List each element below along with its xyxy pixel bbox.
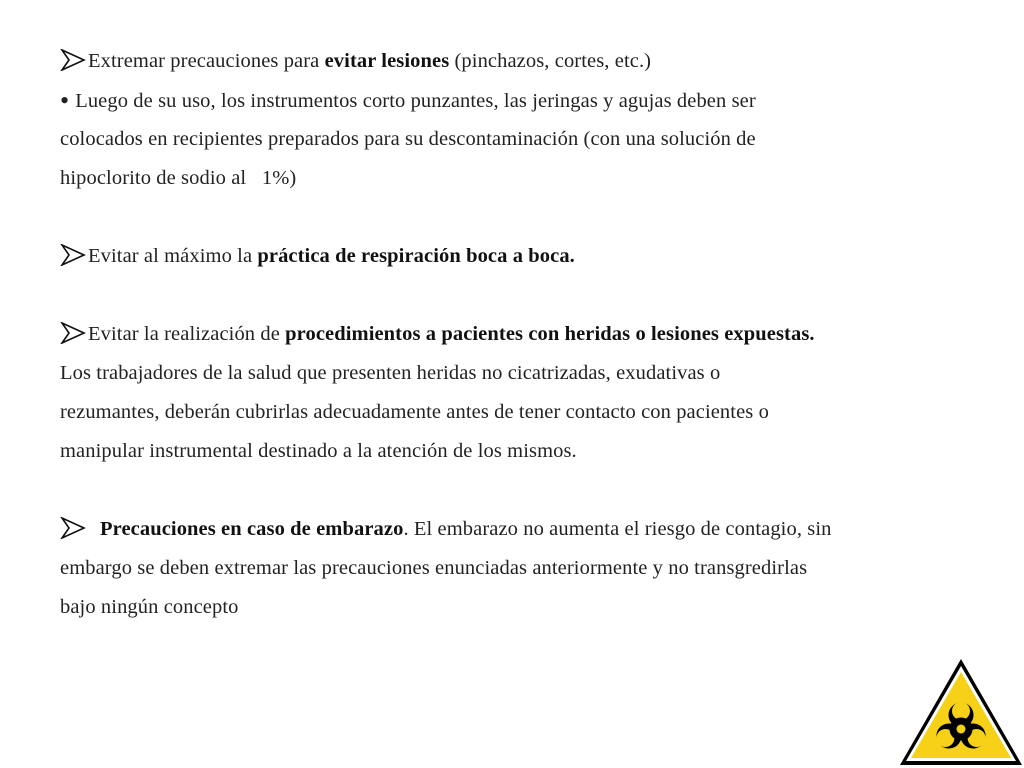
arrowhead-bullet-icon	[60, 517, 86, 539]
arrowhead-bullet-icon	[60, 49, 86, 71]
item-pregnancy-tail: . El embarazo no aumenta el riesgo de contagio, sin	[403, 518, 832, 540]
biohazard-warning-sign-icon	[898, 657, 1024, 767]
bullet-item-wounds	[60, 315, 920, 354]
item-disposal-line-1: Luego de su uso, los instrumentos corto punzantes, las jeringas y agujas deben ser	[75, 90, 756, 112]
item-injury-emphasis: evitar lesiones	[324, 50, 450, 72]
item-injury-lead: Extremar precauciones para	[88, 50, 325, 72]
item-wounds-line-2: rezumantes, deberán cubrirlas adecuadamente antes de tener contacto con pacientes o	[60, 401, 769, 423]
item-wounds-line-3: manipular instrumental destinado a la atención de los mismos.	[60, 440, 577, 462]
item-disposal-line-2: colocados en recipientes preparados para su descontaminación (con una solución de	[60, 128, 756, 150]
item-wounds-line-1: Los trabajadores de la salud que presenten heridas no cicatrizadas, exudativas o	[60, 362, 721, 384]
bullet-item-injury	[60, 42, 920, 81]
bullet-item-disposal	[60, 81, 920, 120]
item-wounds-emphasis: procedimientos a pacientes con heridas o lesiones expuestas.	[285, 323, 815, 345]
arrowhead-bullet-icon	[60, 244, 86, 266]
spacer	[60, 471, 920, 510]
dot-bullet-icon: •	[60, 86, 70, 115]
item-resuscitation-lead: Evitar al máximo la	[88, 245, 258, 267]
item-pregnancy-line-2: bajo ningún concepto	[60, 596, 239, 618]
arrowhead-bullet-icon	[60, 322, 86, 344]
item-pregnancy-emphasis: Precauciones en caso de embarazo	[100, 518, 404, 540]
bullet-item-pregnancy	[60, 510, 920, 549]
item-disposal-line-3: hipoclorito de sodio al 1%)	[60, 167, 297, 189]
item-wounds-lead: Evitar la realización de	[88, 323, 286, 345]
item-pregnancy-line-1: embargo se deben extremar las precauciones enunciadas anteriormente y no transgredirlas	[60, 557, 808, 579]
item-injury-tail: (pinchazos, cortes, etc.)	[449, 50, 652, 72]
slide-body	[60, 42, 920, 627]
spacer	[60, 276, 920, 315]
item-resuscitation-emphasis: práctica de respiración boca a boca.	[257, 245, 575, 267]
bullet-item-resuscitation	[60, 237, 920, 276]
spacer	[60, 198, 920, 237]
